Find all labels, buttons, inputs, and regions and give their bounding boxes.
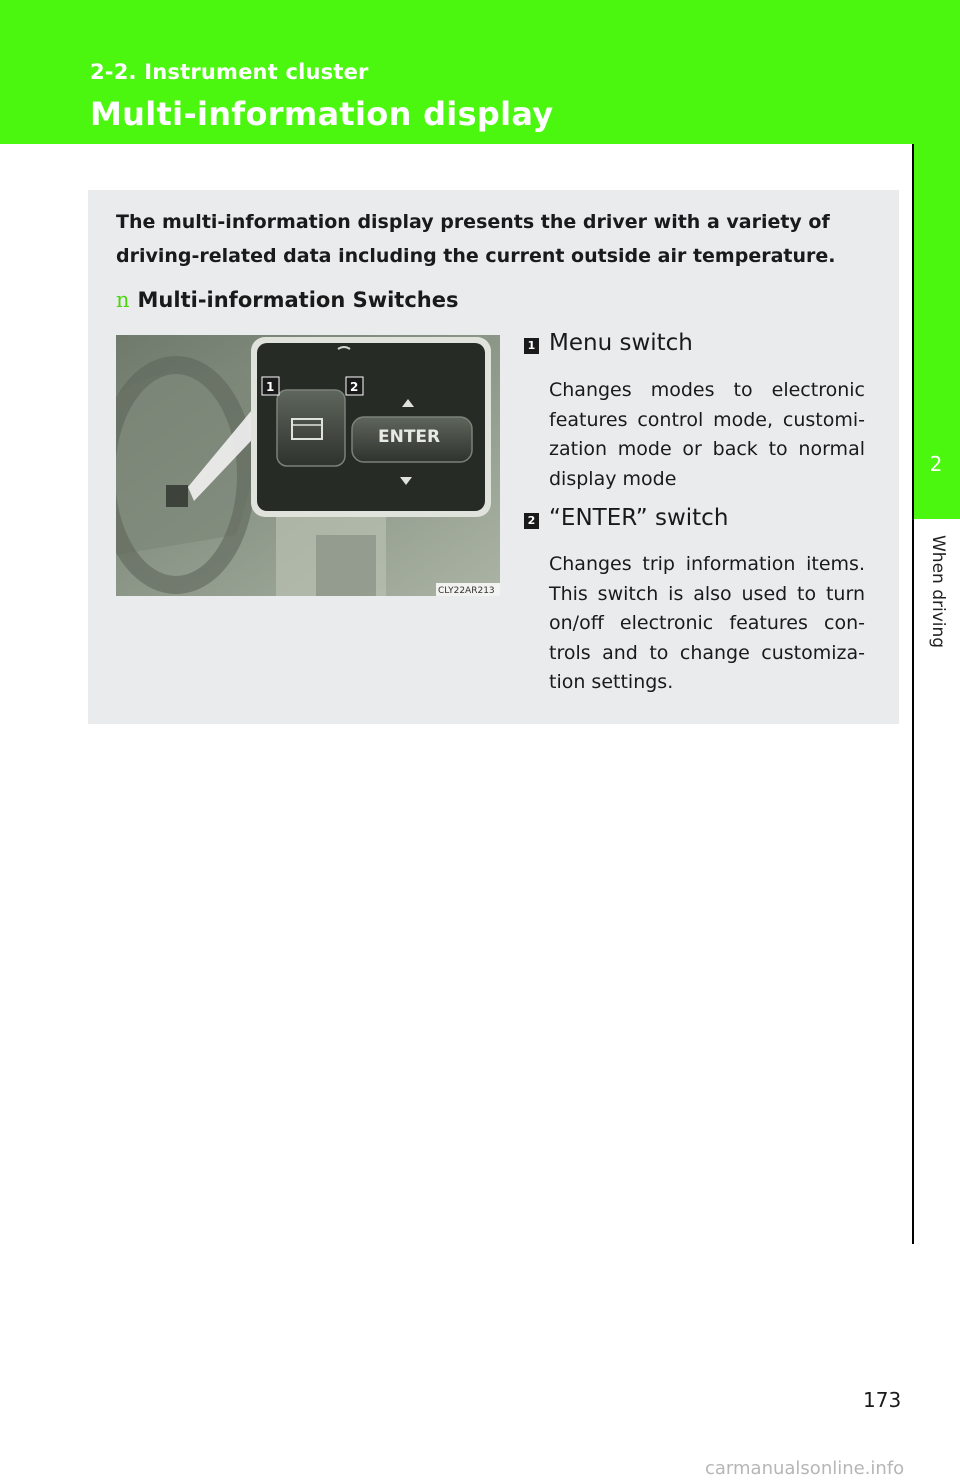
item-marker-2: 2 — [524, 513, 539, 529]
item-description-menu-switch: Changes modes to electronic features control mode, customi- zation mode or back to normal display mode — [549, 379, 865, 490]
enter-label: ENTER — [378, 427, 441, 447]
item-title-menu-switch: Menu switch — [549, 330, 693, 356]
section-label: 2-2. Instrument cluster — [90, 60, 369, 84]
switch-photo — [116, 335, 500, 596]
item-title-enter-switch: “ENTER” switch — [549, 505, 729, 531]
item-description-enter-switch: Changes trip information items. This switch is also used to turn on/off electronic features con- trols and to change customiza- tion settings. — [549, 553, 865, 693]
bullet-marker: n — [116, 288, 130, 312]
figure-code: CLY22AR213 — [438, 586, 495, 596]
page-number: 173 — [863, 1388, 902, 1412]
intro-text: The multi-information display presents the driver with a variety of driving-related data including the current outside air temperature. — [116, 211, 836, 267]
callout-1: 1 — [266, 380, 275, 394]
chapter-caption: When driving — [928, 535, 948, 649]
subsection-heading-text: Multi-information Switches — [137, 288, 459, 312]
item-marker-1: 1 — [524, 338, 539, 354]
side-divider — [912, 144, 914, 1244]
page-title: Multi-information display — [90, 95, 554, 133]
subsection-heading — [116, 288, 458, 312]
chapter-number: 2 — [929, 452, 943, 476]
callout-2: 2 — [350, 380, 359, 394]
switch-illustration — [116, 335, 500, 596]
watermark: carmanualsonline.info — [705, 1458, 905, 1479]
